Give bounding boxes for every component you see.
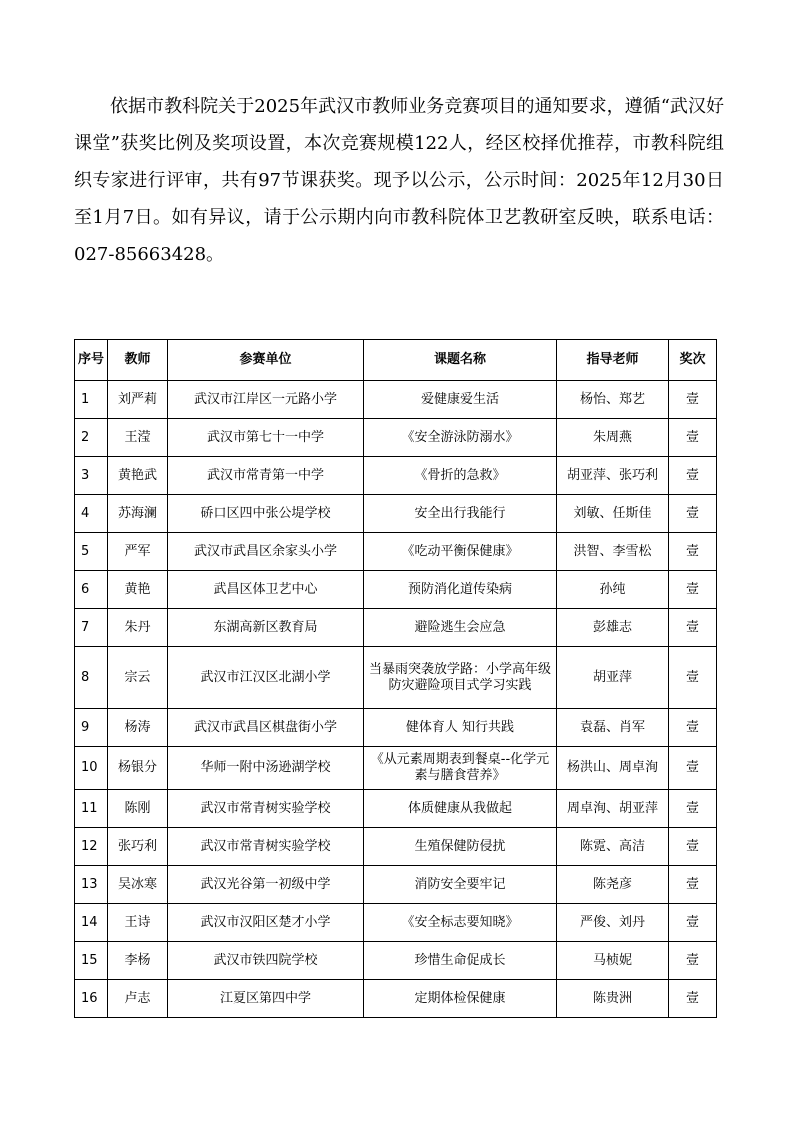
cell-topic: 定期体检保健康 [364,980,557,1018]
cell-teacher: 吴冰寒 [108,866,168,904]
cell-award: 壹 [669,419,717,457]
cell-unit: 武汉市汉阳区楚才小学 [168,904,364,942]
cell-no: 1 [75,381,108,419]
cell-no: 15 [75,942,108,980]
table-row [75,609,717,647]
cell-teacher: 杨银分 [108,747,168,790]
cell-topic: 《安全标志要知晓》 [364,904,557,942]
cell-award: 壹 [669,866,717,904]
table-row [75,533,717,571]
cell-no: 16 [75,980,108,1018]
cell-advisor: 陈贵洲 [557,980,669,1018]
cell-unit: 江夏区第四中学 [168,980,364,1018]
cell-unit: 武汉市武昌区棋盘街小学 [168,709,364,747]
cell-unit: 武汉市常青第一中学 [168,457,364,495]
header-unit: 参赛单位 [168,340,364,381]
cell-topic: 生殖保健防侵扰 [364,828,557,866]
cell-teacher: 宗云 [108,647,168,709]
cell-advisor: 朱周燕 [557,419,669,457]
header-topic: 课题名称 [364,340,557,381]
cell-no: 11 [75,790,108,828]
cell-advisor: 胡亚萍、张巧利 [557,457,669,495]
cell-no: 14 [75,904,108,942]
cell-topic: 安全出行我能行 [364,495,557,533]
cell-topic: 体质健康从我做起 [364,790,557,828]
cell-advisor: 杨怡、郑艺 [557,381,669,419]
table-row [75,942,717,980]
cell-advisor: 胡亚萍 [557,647,669,709]
cell-award: 壹 [669,381,717,419]
cell-teacher: 严军 [108,533,168,571]
cell-teacher: 苏海澜 [108,495,168,533]
cell-award: 壹 [669,571,717,609]
cell-advisor: 彭雄志 [557,609,669,647]
cell-no: 9 [75,709,108,747]
header-advisor: 指导老师 [557,340,669,381]
cell-award: 壹 [669,828,717,866]
cell-topic: 《从元素周期表到餐桌--化学元素与膳食营养》 [364,747,557,790]
cell-unit: 武汉市江岸区一元路小学 [168,381,364,419]
cell-advisor: 孙纯 [557,571,669,609]
cell-unit: 武汉市第七十一中学 [168,419,364,457]
cell-teacher: 黄艳 [108,571,168,609]
cell-award: 壹 [669,647,717,709]
table-row [75,457,717,495]
cell-topic: 预防消化道传染病 [364,571,557,609]
table-header [75,340,717,381]
intro-section [74,88,724,273]
cell-advisor: 周卓洵、胡亚萍 [557,790,669,828]
cell-award: 壹 [669,942,717,980]
header-no: 序号 [75,340,108,381]
cell-award: 壹 [669,904,717,942]
cell-award: 壹 [669,495,717,533]
cell-no: 7 [75,609,108,647]
cell-advisor: 刘敏、任斯佳 [557,495,669,533]
cell-advisor: 洪智、李雪松 [557,533,669,571]
cell-unit: 武汉光谷第一初级中学 [168,866,364,904]
cell-unit: 武昌区体卫艺中心 [168,571,364,609]
table-row [75,828,717,866]
cell-teacher: 卢志 [108,980,168,1018]
cell-advisor: 陈尧彦 [557,866,669,904]
cell-no: 12 [75,828,108,866]
cell-topic: 当暴雨突袭放学路：小学高年级防灾避险项目式学习实践 [364,647,557,709]
cell-topic: 避险逃生会应急 [364,609,557,647]
cell-unit: 硚口区四中张公堤学校 [168,495,364,533]
cell-topic: 珍惜生命促成长 [364,942,557,980]
cell-unit: 武汉市江汉区北湖小学 [168,647,364,709]
cell-award: 壹 [669,747,717,790]
table-row [75,419,717,457]
cell-teacher: 陈刚 [108,790,168,828]
cell-topic: 《安全游泳防溺水》 [364,419,557,457]
cell-award: 壹 [669,709,717,747]
cell-no: 8 [75,647,108,709]
table-row [75,866,717,904]
cell-topic: 《骨折的急救》 [364,457,557,495]
cell-unit: 武汉市武昌区余家头小学 [168,533,364,571]
cell-award: 壹 [669,533,717,571]
cell-advisor: 严俊、刘丹 [557,904,669,942]
table-row [75,980,717,1018]
cell-teacher: 张巧利 [108,828,168,866]
header-row [75,340,717,381]
cell-teacher: 杨涛 [108,709,168,747]
cell-no: 13 [75,866,108,904]
cell-topic: 健体育人 知行共践 [364,709,557,747]
table-row [75,647,717,709]
cell-teacher: 王滢 [108,419,168,457]
cell-teacher: 朱丹 [108,609,168,647]
cell-no: 2 [75,419,108,457]
header-award: 奖次 [669,340,717,381]
cell-topic: 《吃动平衡保健康》 [364,533,557,571]
cell-teacher: 刘严莉 [108,381,168,419]
cell-advisor: 杨洪山、周卓洵 [557,747,669,790]
cell-award: 壹 [669,980,717,1018]
table-row [75,571,717,609]
cell-teacher: 黄艳武 [108,457,168,495]
cell-award: 壹 [669,790,717,828]
cell-advisor: 马桢妮 [557,942,669,980]
intro-paragraph: 依据市教科院关于2025年武汉市教师业务竞赛项目的通知要求，遵循“武汉好课堂”获奖比例及奖项设置，本次竞赛规模122人，经区校择优推荐，市教科院组织专家进行评审，共有97节课获奖。现予以公示，公示时间：2025年12月30日至1月7日。如有异议，请于公示期内向市教科院体卫艺教研室反映，联系电话：027-85663428。 [74,96,724,265]
cell-advisor: 袁磊、肖军 [557,709,669,747]
cell-topic: 爱健康爱生活 [364,381,557,419]
cell-no: 10 [75,747,108,790]
cell-award: 壹 [669,457,717,495]
cell-teacher: 王诗 [108,904,168,942]
cell-no: 6 [75,571,108,609]
table-row [75,747,717,790]
cell-topic: 消防安全要牢记 [364,866,557,904]
cell-unit: 武汉市常青树实验学校 [168,828,364,866]
cell-unit: 武汉市常青树实验学校 [168,790,364,828]
cell-teacher: 李杨 [108,942,168,980]
cell-advisor: 陈霓、高洁 [557,828,669,866]
cell-award: 壹 [669,609,717,647]
cell-no: 5 [75,533,108,571]
cell-unit: 东湖高新区教育局 [168,609,364,647]
table-row [75,709,717,747]
cell-unit: 华师一附中汤逊湖学校 [168,747,364,790]
header-teacher: 教师 [108,340,168,381]
cell-unit: 武汉市铁四院学校 [168,942,364,980]
awards-table [74,339,717,1018]
cell-no: 4 [75,495,108,533]
table-row [75,790,717,828]
table-body [75,381,717,1018]
table-row [75,495,717,533]
cell-no: 3 [75,457,108,495]
table-row [75,381,717,419]
table-row [75,904,717,942]
